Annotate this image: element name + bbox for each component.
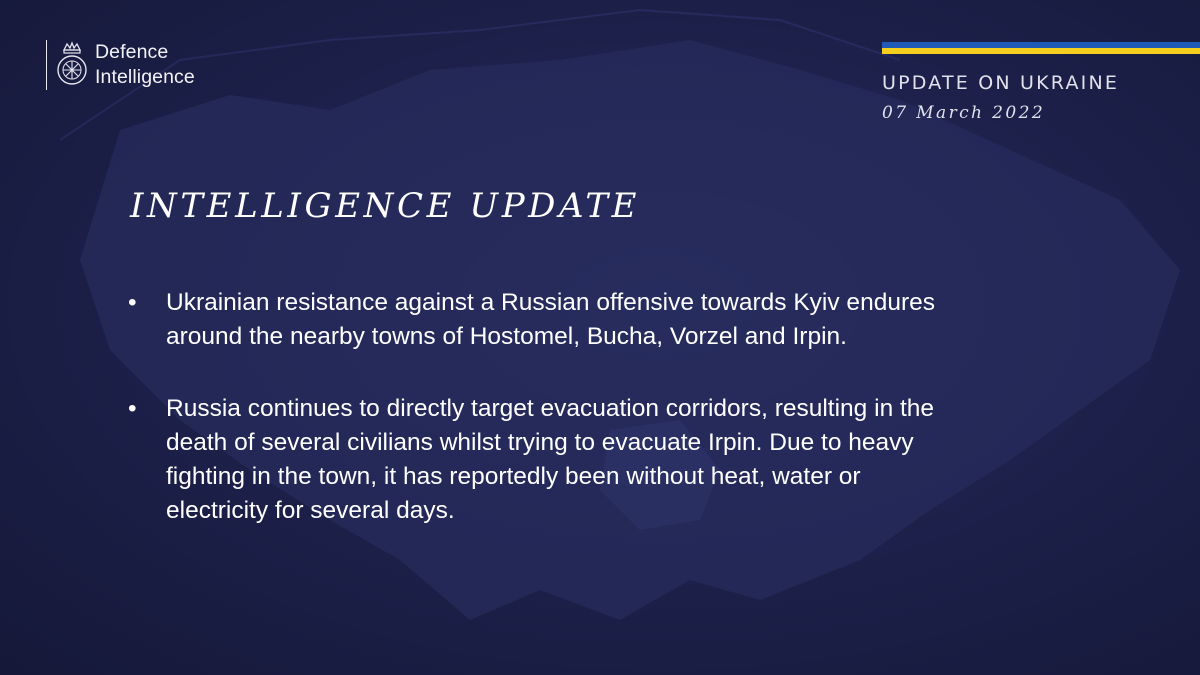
bullet-2-line-2: death of several civilians whilst trying to evacuate Irpin. Due to heavy <box>166 429 914 456</box>
bullet-2-line-1: Russia continues to directly target evacuation corridors, resulting in the <box>166 395 935 422</box>
logo-wordmark <box>95 40 195 90</box>
bullet-1-line-2: around the nearby towns of Hostomel, Bucha, Vorzel and Irpin. <box>166 323 847 350</box>
logo-divider <box>46 40 47 90</box>
bullet-list <box>126 286 1086 566</box>
logo-line-1: Defence <box>95 41 169 63</box>
update-date: 07 March 2022 <box>882 103 1046 123</box>
flag-yellow-stripe <box>882 48 1200 54</box>
crest-icon <box>55 40 89 90</box>
logo-line-2: Intelligence <box>95 66 195 88</box>
update-label: UPDATE ON UKRAINE <box>882 72 1120 94</box>
bullet-1-line-1: Ukrainian resistance against a Russian offensive towards Kyiv endures <box>166 289 935 316</box>
bullet-dot: • <box>128 289 137 316</box>
ukraine-flag-bar <box>882 42 1200 54</box>
bullet-dot: • <box>128 395 137 422</box>
bullet-item-2 <box>126 392 1086 528</box>
bullet-item-1 <box>126 286 1086 354</box>
defence-intelligence-logo <box>46 40 195 90</box>
bullet-2-line-3: fighting in the town, it has reportedly been without heat, water or <box>166 463 861 490</box>
bullet-2-line-4: electricity for several days. <box>166 497 455 524</box>
page-title: INTELLIGENCE UPDATE <box>130 186 641 226</box>
